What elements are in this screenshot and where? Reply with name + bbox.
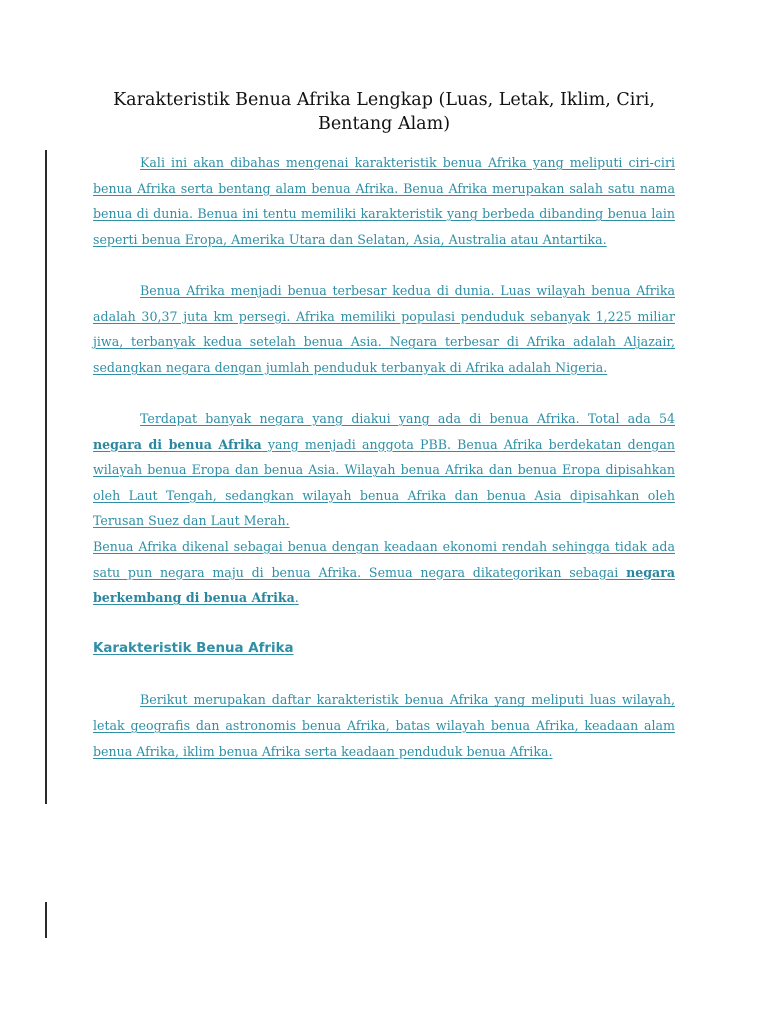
section-heading-link[interactable]: Karakteristik Benua Afrika	[93, 641, 294, 657]
paragraph-countries-bold: negara di benua Afrika	[93, 436, 262, 452]
paragraph-intro-link[interactable]: Kali ini akan dibahas mengenai karakteristik benua Afrika yang meliputi ciri-ciri benua Afrika serta bentang alam benua Afrika. Benua Afrika merupakan salah satu nama benua di dunia. Benua ini tentu memiliki karakteristik yang berbeda dibanding benua lain seperti benua Eropa, Amerika Utara dan Selatan, Asia, Australia atau Antartika.	[93, 155, 675, 247]
paragraph-economy-text-before: Benua Afrika dikenal sebagai benua dengan keadaan ekonomi rendah sehingga tidak ada satu pun negara maju di benua Afrika. Semua negara dikategorikan sebagai	[93, 538, 675, 580]
paragraph-list-intro-link[interactable]: Berikut merupakan daftar karakteristik benua Afrika yang meliputi luas wilayah, letak geografis dan astronomis benua Afrika, batas wilayah benua Afrika, keadaan alam benua Afrika, iklim benua Afrika serta keadaan penduduk benua Afrika.	[93, 692, 675, 759]
margin-change-bar	[45, 150, 47, 804]
paragraph-countries-link[interactable]	[93, 411, 675, 528]
page-title: Karakteristik Benua Afrika Lengkap (Luas, Letak, Iklim, Ciri, Bentang Alam)	[113, 90, 655, 134]
paragraph-countries-text-after: yang menjadi anggota PBB. Benua Afrika berdekatan dengan wilayah benua Eropa dan benua Asia. Wilayah benua Afrika dan benua Eropa dipisahkan oleh Laut Tengah, sedangkan wilayah benua Afrika dan benua Asia dipisahkan oleh Terusan Suez dan Laut Merah.	[93, 436, 675, 529]
paragraph-economy-text-after: .	[294, 590, 299, 606]
margin-change-bar	[45, 902, 47, 938]
paragraph-spacer	[93, 611, 675, 637]
paragraph-economy-link[interactable]	[93, 539, 675, 605]
section-heading	[93, 636, 675, 662]
paragraph-countries-text-before: Terdapat banyak negara yang diakui yang ada di benua Afrika. Total ada 54	[140, 410, 675, 426]
paragraph-intro	[93, 150, 675, 252]
paragraph-spacer	[93, 380, 675, 406]
paragraph-size-link[interactable]: Benua Afrika menjadi benua terbesar kedua di dunia. Luas wilayah benua Afrika adalah 30,37 juta km persegi. Afrika memiliki populasi penduduk sebanyak 1,225 miliar jiwa, terbanyak kedua setelah benua Asia. Negara terbesar di Afrika adalah Aljazair, sedangkan negara dengan jumlah penduduk terbanyak di Afrika adalah Nigeria.	[93, 282, 675, 375]
paragraph-economy-bold: negara berkembang di benua Afrika	[93, 564, 675, 606]
paragraph-list-intro	[93, 687, 675, 764]
paragraph-economy	[93, 534, 675, 611]
paragraph-countries	[93, 406, 675, 534]
document-body	[93, 150, 675, 764]
paragraph-size	[93, 278, 675, 380]
paragraph-spacer	[93, 252, 675, 278]
paragraph-spacer	[93, 662, 675, 688]
